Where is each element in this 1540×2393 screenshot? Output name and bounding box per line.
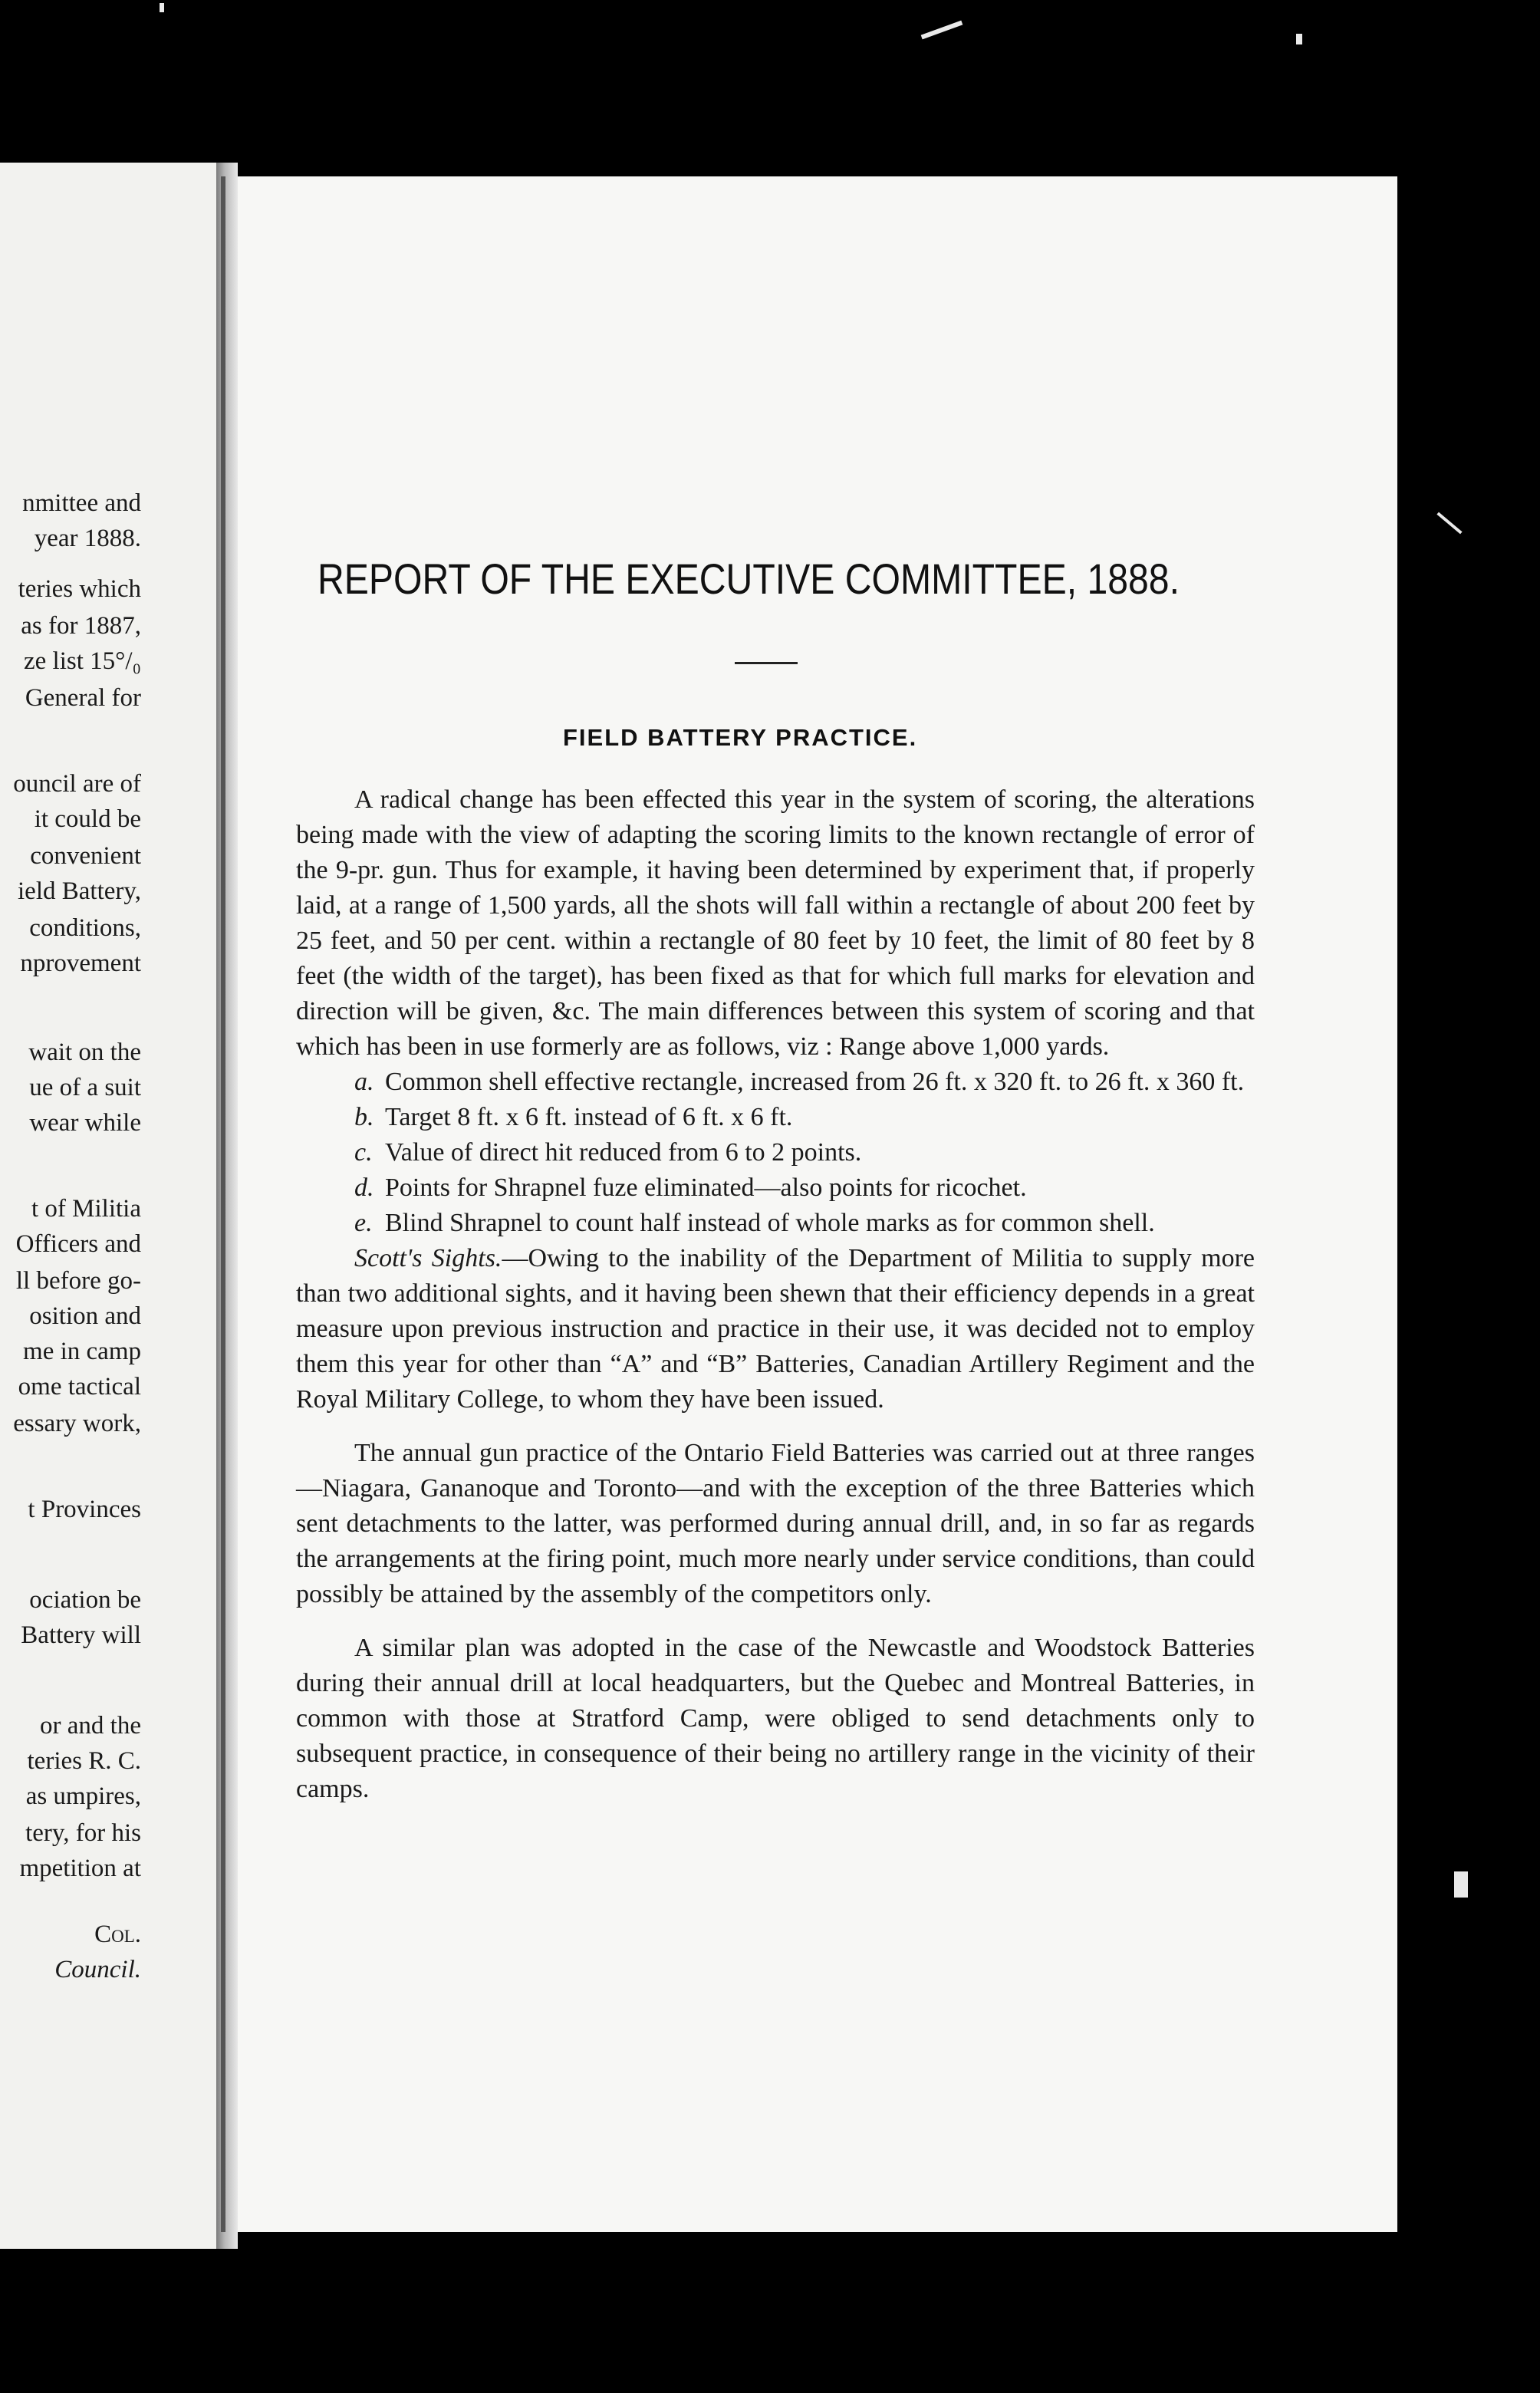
previous-page-line: t Provinces bbox=[28, 1496, 141, 1523]
list-item bbox=[296, 1170, 1255, 1206]
previous-page bbox=[0, 163, 216, 2249]
list-marker: a. bbox=[354, 1068, 374, 1096]
previous-page-line: mpetition at bbox=[19, 1855, 141, 1882]
previous-page-line: essary work, bbox=[13, 1410, 141, 1437]
paragraph-annual-practice: The annual gun practice of the Ontario Field Batteries was carried out at three ranges—Niagara, Gananoque and Toronto—and with the exception of the three Batteries which sent detachments to the latter, was performed during annual drill, and, in so far as regards the arrangements at the firing point, much more nearly under service conditions, than could possibly be attained by the assembly of the competitors only. bbox=[296, 1439, 1255, 1608]
list-marker: d. bbox=[354, 1173, 374, 1202]
previous-page-line: year 1888. bbox=[34, 525, 141, 552]
scotts-sights-lead: Scott's Sights. bbox=[354, 1244, 502, 1272]
previous-page-line: ome tactical bbox=[18, 1373, 141, 1401]
binding-edge bbox=[221, 176, 225, 2232]
previous-page-line: as umpires, bbox=[25, 1782, 141, 1810]
previous-page-line: Council. bbox=[54, 1956, 141, 1983]
list-item-text: Value of direct hit reduced from 6 to 2 points. bbox=[385, 1138, 862, 1167]
list-item bbox=[296, 1065, 1255, 1100]
scotts-sights-text: —Owing to the inability of the Department of Militia to supply more than two additional sights, and it having been shewn that their efficiency depends in a great measure upon previous instruction and practice in their use, it was decided not to employ them this year for other than “A” and “B” Batteries, Canadian Artillery Regiment and the Royal Military College, to whom they have been issued. bbox=[296, 1244, 1255, 1414]
title-divider bbox=[735, 662, 798, 664]
previous-page-line: ue of a suit bbox=[29, 1074, 141, 1101]
previous-page-line: or and the bbox=[40, 1712, 141, 1740]
previous-page-line: nprovement bbox=[20, 950, 141, 977]
scan-speck bbox=[1454, 1871, 1468, 1898]
previous-page-line: tery, for his bbox=[25, 1819, 141, 1847]
previous-page-line: ouncil are of bbox=[13, 770, 141, 798]
previous-page-line: convenient bbox=[30, 842, 141, 870]
previous-page-line: wear while bbox=[29, 1109, 141, 1137]
previous-page-line: as for 1887, bbox=[21, 612, 141, 640]
scan-speck bbox=[1296, 34, 1302, 44]
list-marker: e. bbox=[354, 1209, 373, 1237]
list-item-text: Points for Shrapnel fuze eliminated—also points for ricochet. bbox=[385, 1173, 1027, 1202]
page-gutter bbox=[216, 163, 238, 2249]
differences-list bbox=[296, 1065, 1255, 1241]
previous-page-line: nmittee and bbox=[22, 489, 141, 517]
scan-speck bbox=[1436, 512, 1462, 535]
previous-page-line: conditions, bbox=[29, 914, 141, 942]
list-item bbox=[296, 1206, 1255, 1241]
paragraph-scoring-change: A radical change has been effected this year in the system of scoring, the alterations being made with the view of adapting the scoring limits to the known rectangle of error of the 9-pr. gun. Thus for example, it having been determined by experiment that, if properly laid, at a range of 1,500 yards, all the shots will fall within a rectangle of about 200 feet by 25 feet, and 50 per cent. within a rectangle of 80 feet by 10 feet, the limit of 80 feet by 8 feet (the width of the target), has been fixed as that for which full marks for elevation and direction will be given, &c. The main differences between this system of scoring and that which has been in use formerly are as follows, viz : Range above 1,000 yards. bbox=[296, 785, 1255, 1061]
previous-page-line: Battery will bbox=[21, 1621, 141, 1649]
list-marker: c. bbox=[354, 1138, 373, 1167]
previous-page-line: Col. bbox=[94, 1921, 141, 1948]
list-item bbox=[296, 1100, 1255, 1135]
list-item-text: Blind Shrapnel to count half instead of whole marks as for common shell. bbox=[385, 1209, 1155, 1237]
body-text bbox=[296, 782, 1255, 1807]
paragraph-scotts-sights bbox=[296, 1241, 1255, 1417]
previous-page-line: ield Battery, bbox=[18, 877, 141, 905]
previous-page-line: wait on the bbox=[28, 1039, 141, 1066]
previous-page-line: me in camp bbox=[23, 1338, 141, 1365]
previous-page-line: General for bbox=[25, 684, 141, 712]
previous-page-line: ll before go- bbox=[15, 1267, 141, 1295]
previous-page-line: it could be bbox=[34, 805, 141, 833]
paragraph-similar-plan: A similar plan was adopted in the case of the Newcastle and Woodstock Batteries during their annual drill at local headquarters, but the Quebec and Montreal Batteries, in common with those at Stratford Camp, were obliged to send detachments only to subsequent practice, in consequence of their being no artillery range in the vicinity of their camps. bbox=[296, 1634, 1255, 1803]
previous-page-line: Officers and bbox=[15, 1230, 141, 1258]
previous-page-line: t of Militia bbox=[31, 1195, 141, 1223]
report-page bbox=[238, 176, 1397, 2232]
previous-page-line: osition and bbox=[29, 1302, 141, 1330]
page-title: REPORT OF THE EXECUTIVE COMMITTEE, 1888. bbox=[318, 555, 1180, 603]
scan-speck bbox=[921, 21, 963, 40]
previous-page-line: ociation be bbox=[29, 1586, 141, 1614]
list-item-text: Target 8 ft. x 6 ft. instead of 6 ft. x 6 ft. bbox=[385, 1103, 793, 1131]
section-heading: FIELD BATTERY PRACTICE. bbox=[563, 724, 918, 751]
list-item bbox=[296, 1135, 1255, 1170]
previous-page-line: ze list 15°/₀ bbox=[23, 647, 141, 675]
list-item-text: Common shell effective rectangle, increased from 26 ft. x 320 ft. to 26 ft. x 360 ft. bbox=[385, 1068, 1245, 1096]
scan-speck bbox=[160, 3, 164, 12]
previous-page-line: teries which bbox=[18, 575, 141, 603]
previous-page-line: teries R. C. bbox=[27, 1747, 141, 1775]
list-marker: b. bbox=[354, 1103, 374, 1131]
